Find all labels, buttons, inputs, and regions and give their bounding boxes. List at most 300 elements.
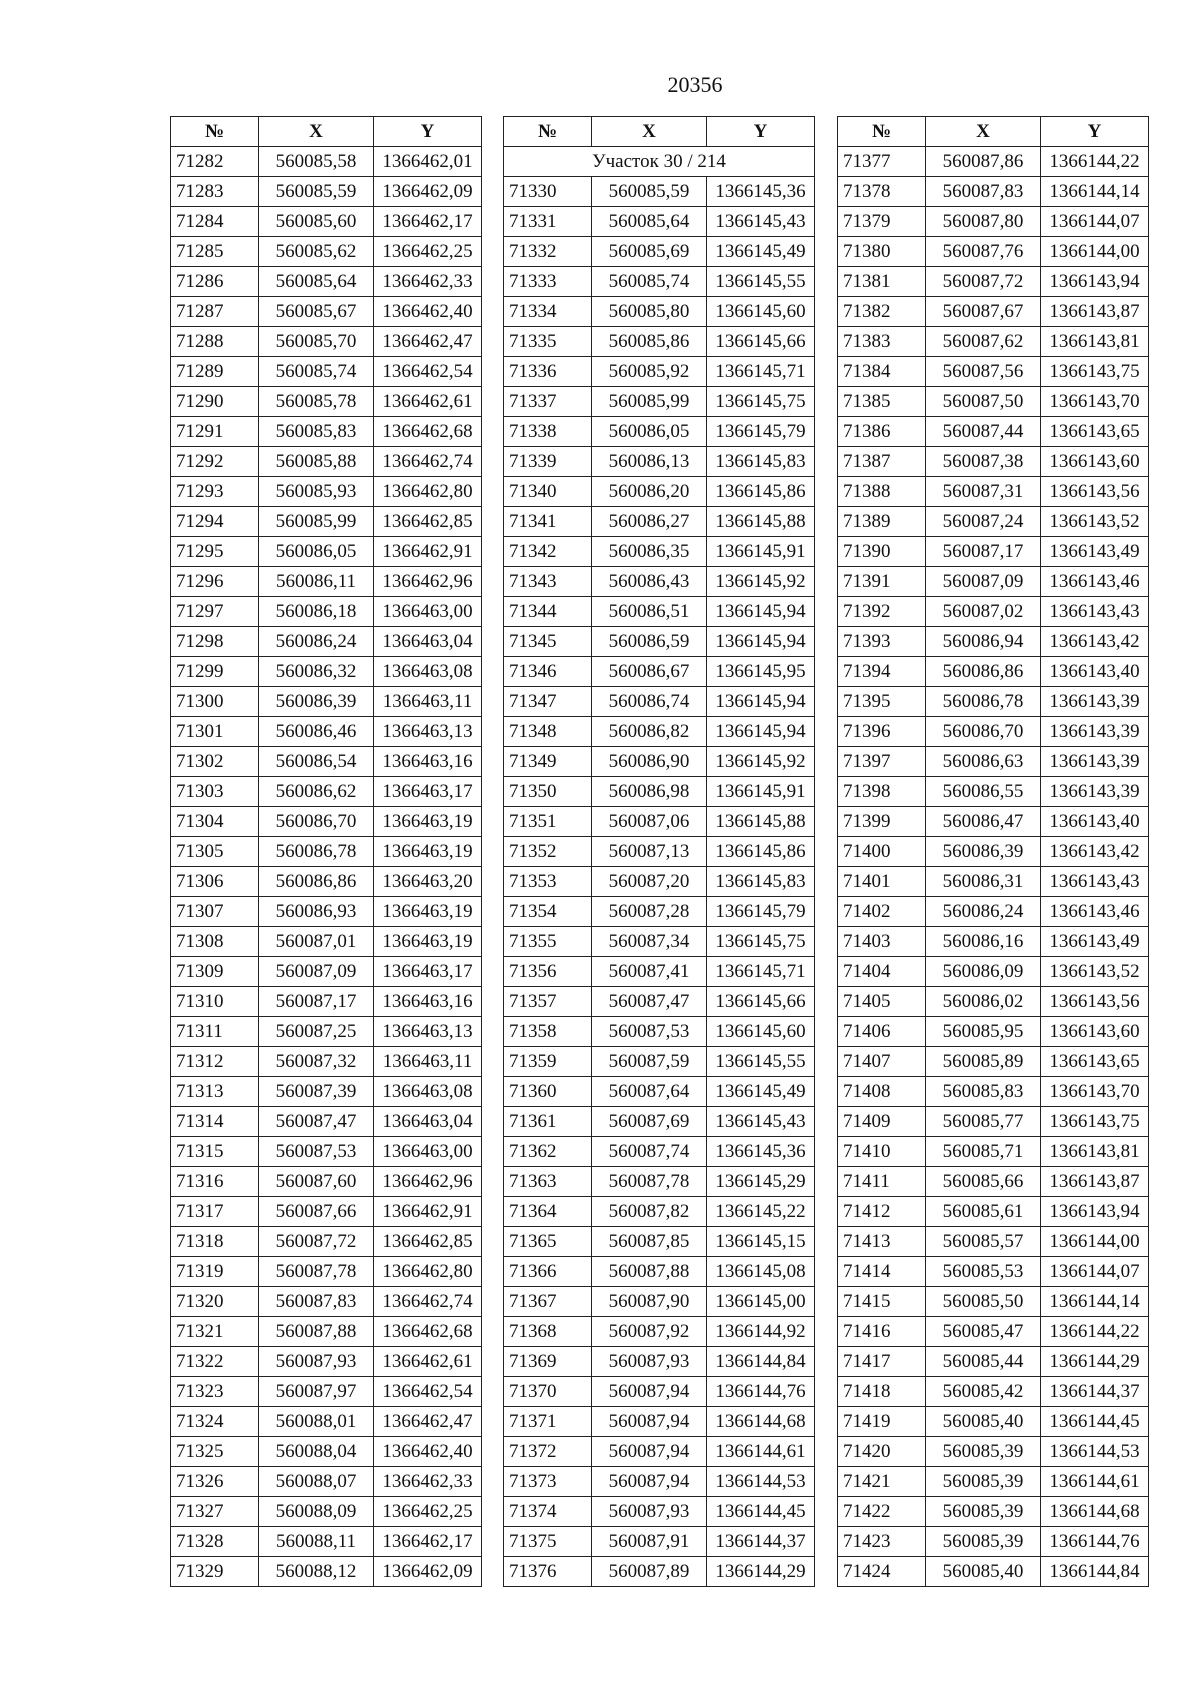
point-number: 71392 xyxy=(838,597,926,627)
x-coordinate: 560086,18 xyxy=(259,597,374,627)
coordinate-table-1 xyxy=(170,116,482,1587)
point-number: 71390 xyxy=(838,537,926,567)
x-coordinate: 560086,93 xyxy=(259,897,374,927)
table-row xyxy=(171,1527,482,1557)
page-number: 20356 xyxy=(667,72,723,97)
y-coordinate: 1366144,37 xyxy=(1041,1377,1149,1407)
point-number: 71304 xyxy=(171,807,259,837)
x-coordinate: 560087,85 xyxy=(592,1227,707,1257)
table-row xyxy=(838,537,1149,567)
x-coordinate: 560086,35 xyxy=(592,537,707,567)
y-coordinate: 1366145,71 xyxy=(707,957,815,987)
x-coordinate: 560086,51 xyxy=(592,597,707,627)
table-row xyxy=(504,417,815,447)
table-header-row xyxy=(504,117,815,147)
x-coordinate: 560087,47 xyxy=(592,987,707,1017)
y-coordinate: 1366462,91 xyxy=(374,537,482,567)
point-number: 71386 xyxy=(838,417,926,447)
header-number: № xyxy=(838,117,926,147)
x-coordinate: 560087,78 xyxy=(592,1167,707,1197)
x-coordinate: 560085,59 xyxy=(259,177,374,207)
table-row xyxy=(171,1047,482,1077)
table-row xyxy=(171,1437,482,1467)
y-coordinate: 1366143,60 xyxy=(1041,447,1149,477)
point-number: 71337 xyxy=(504,387,592,417)
point-number: 71290 xyxy=(171,387,259,417)
point-number: 71345 xyxy=(504,627,592,657)
x-coordinate: 560086,39 xyxy=(926,837,1041,867)
point-number: 71358 xyxy=(504,1017,592,1047)
point-number: 71369 xyxy=(504,1347,592,1377)
y-coordinate: 1366144,14 xyxy=(1041,1287,1149,1317)
table-row xyxy=(838,807,1149,837)
x-coordinate: 560086,13 xyxy=(592,447,707,477)
point-number: 71374 xyxy=(504,1497,592,1527)
point-number: 71346 xyxy=(504,657,592,687)
point-number: 71356 xyxy=(504,957,592,987)
table-row xyxy=(504,237,815,267)
y-coordinate: 1366144,07 xyxy=(1041,1257,1149,1287)
table-row xyxy=(504,627,815,657)
point-number: 71292 xyxy=(171,447,259,477)
point-number: 71368 xyxy=(504,1317,592,1347)
table-row xyxy=(171,1197,482,1227)
x-coordinate: 560086,82 xyxy=(592,717,707,747)
x-coordinate: 560087,83 xyxy=(926,177,1041,207)
table-row xyxy=(171,1347,482,1377)
table-row xyxy=(838,177,1149,207)
x-coordinate: 560088,11 xyxy=(259,1527,374,1557)
y-coordinate: 1366145,22 xyxy=(707,1197,815,1227)
x-coordinate: 560087,93 xyxy=(259,1347,374,1377)
y-coordinate: 1366143,94 xyxy=(1041,1197,1149,1227)
y-coordinate: 1366462,25 xyxy=(374,1497,482,1527)
point-number: 71403 xyxy=(838,927,926,957)
x-coordinate: 560085,92 xyxy=(592,357,707,387)
table-row xyxy=(838,1257,1149,1287)
x-coordinate: 560088,01 xyxy=(259,1407,374,1437)
x-coordinate: 560087,38 xyxy=(926,447,1041,477)
table-row xyxy=(838,747,1149,777)
point-number: 71412 xyxy=(838,1197,926,1227)
table-row xyxy=(838,297,1149,327)
x-coordinate: 560087,17 xyxy=(926,537,1041,567)
y-coordinate: 1366143,46 xyxy=(1041,567,1149,597)
y-coordinate: 1366463,13 xyxy=(374,717,482,747)
point-number: 71375 xyxy=(504,1527,592,1557)
table-row xyxy=(504,537,815,567)
y-coordinate: 1366145,94 xyxy=(707,717,815,747)
x-coordinate: 560087,53 xyxy=(592,1017,707,1047)
table-row xyxy=(504,897,815,927)
table-row xyxy=(504,327,815,357)
x-coordinate: 560086,39 xyxy=(259,687,374,717)
x-coordinate: 560086,47 xyxy=(926,807,1041,837)
y-coordinate: 1366462,85 xyxy=(374,1227,482,1257)
point-number: 71294 xyxy=(171,507,259,537)
point-number: 71411 xyxy=(838,1167,926,1197)
point-number: 71418 xyxy=(838,1377,926,1407)
table-row xyxy=(171,177,482,207)
table-row xyxy=(504,477,815,507)
point-number: 71296 xyxy=(171,567,259,597)
point-number: 71381 xyxy=(838,267,926,297)
x-coordinate: 560087,91 xyxy=(592,1527,707,1557)
y-coordinate: 1366144,76 xyxy=(1041,1527,1149,1557)
point-number: 71316 xyxy=(171,1167,259,1197)
point-number: 71372 xyxy=(504,1437,592,1467)
table-row xyxy=(838,1197,1149,1227)
point-number: 71305 xyxy=(171,837,259,867)
y-coordinate: 1366145,55 xyxy=(707,267,815,297)
table-row xyxy=(504,657,815,687)
x-coordinate: 560087,66 xyxy=(259,1197,374,1227)
point-number: 71339 xyxy=(504,447,592,477)
x-coordinate: 560085,80 xyxy=(592,297,707,327)
table-row xyxy=(171,1557,482,1587)
x-coordinate: 560087,60 xyxy=(259,1167,374,1197)
table-row xyxy=(838,387,1149,417)
point-number: 71364 xyxy=(504,1197,592,1227)
point-number: 71362 xyxy=(504,1137,592,1167)
x-coordinate: 560087,86 xyxy=(926,147,1041,177)
point-number: 71324 xyxy=(171,1407,259,1437)
x-coordinate: 560086,27 xyxy=(592,507,707,537)
point-number: 71286 xyxy=(171,267,259,297)
x-coordinate: 560088,07 xyxy=(259,1467,374,1497)
x-coordinate: 560085,64 xyxy=(592,207,707,237)
point-number: 71322 xyxy=(171,1347,259,1377)
x-coordinate: 560085,44 xyxy=(926,1347,1041,1377)
table-row xyxy=(838,1077,1149,1107)
point-number: 71327 xyxy=(171,1497,259,1527)
x-coordinate: 560085,40 xyxy=(926,1407,1041,1437)
header-x: X xyxy=(259,117,374,147)
point-number: 71359 xyxy=(504,1047,592,1077)
y-coordinate: 1366143,52 xyxy=(1041,507,1149,537)
point-number: 71363 xyxy=(504,1167,592,1197)
y-coordinate: 1366144,53 xyxy=(707,1467,815,1497)
point-number: 71385 xyxy=(838,387,926,417)
x-coordinate: 560087,20 xyxy=(592,867,707,897)
y-coordinate: 1366143,81 xyxy=(1041,1137,1149,1167)
table-row xyxy=(504,207,815,237)
x-coordinate: 560086,78 xyxy=(259,837,374,867)
table-row xyxy=(504,1407,815,1437)
point-number: 71421 xyxy=(838,1467,926,1497)
x-coordinate: 560088,09 xyxy=(259,1497,374,1527)
x-coordinate: 560086,32 xyxy=(259,657,374,687)
y-coordinate: 1366462,80 xyxy=(374,477,482,507)
table-row xyxy=(171,897,482,927)
y-coordinate: 1366145,83 xyxy=(707,867,815,897)
x-coordinate: 560086,43 xyxy=(592,567,707,597)
point-number: 71303 xyxy=(171,777,259,807)
table-row xyxy=(504,1437,815,1467)
y-coordinate: 1366144,84 xyxy=(1041,1557,1149,1587)
point-number: 71287 xyxy=(171,297,259,327)
point-number: 71313 xyxy=(171,1077,259,1107)
table-row xyxy=(838,1047,1149,1077)
x-coordinate: 560085,50 xyxy=(926,1287,1041,1317)
table-row xyxy=(171,957,482,987)
point-number: 71380 xyxy=(838,237,926,267)
table-row xyxy=(171,1497,482,1527)
x-coordinate: 560087,28 xyxy=(592,897,707,927)
y-coordinate: 1366145,15 xyxy=(707,1227,815,1257)
y-coordinate: 1366144,84 xyxy=(707,1347,815,1377)
table-row xyxy=(504,1257,815,1287)
x-coordinate: 560087,32 xyxy=(259,1047,374,1077)
table-row xyxy=(504,1047,815,1077)
point-number: 71413 xyxy=(838,1227,926,1257)
y-coordinate: 1366463,16 xyxy=(374,747,482,777)
y-coordinate: 1366145,60 xyxy=(707,297,815,327)
point-number: 71355 xyxy=(504,927,592,957)
y-coordinate: 1366143,39 xyxy=(1041,717,1149,747)
point-number: 71298 xyxy=(171,627,259,657)
y-coordinate: 1366145,88 xyxy=(707,807,815,837)
table-row xyxy=(838,417,1149,447)
table-row xyxy=(504,597,815,627)
x-coordinate: 560086,67 xyxy=(592,657,707,687)
y-coordinate: 1366463,13 xyxy=(374,1017,482,1047)
y-coordinate: 1366145,43 xyxy=(707,207,815,237)
x-coordinate: 560085,47 xyxy=(926,1317,1041,1347)
table-row xyxy=(838,237,1149,267)
x-coordinate: 560088,12 xyxy=(259,1557,374,1587)
point-number: 71312 xyxy=(171,1047,259,1077)
y-coordinate: 1366462,96 xyxy=(374,567,482,597)
y-coordinate: 1366145,88 xyxy=(707,507,815,537)
table-row xyxy=(171,807,482,837)
y-coordinate: 1366145,66 xyxy=(707,987,815,1017)
point-number: 71415 xyxy=(838,1287,926,1317)
table-row xyxy=(838,1407,1149,1437)
point-number: 71302 xyxy=(171,747,259,777)
y-coordinate: 1366462,17 xyxy=(374,1527,482,1557)
point-number: 71405 xyxy=(838,987,926,1017)
y-coordinate: 1366463,19 xyxy=(374,927,482,957)
point-number: 71408 xyxy=(838,1077,926,1107)
y-coordinate: 1366463,19 xyxy=(374,837,482,867)
table-row xyxy=(171,417,482,447)
y-coordinate: 1366145,00 xyxy=(707,1287,815,1317)
point-number: 71352 xyxy=(504,837,592,867)
table-row xyxy=(171,837,482,867)
x-coordinate: 560087,24 xyxy=(926,507,1041,537)
table-row xyxy=(171,267,482,297)
point-number: 71370 xyxy=(504,1377,592,1407)
table-row xyxy=(171,717,482,747)
x-coordinate: 560087,94 xyxy=(592,1437,707,1467)
x-coordinate: 560085,70 xyxy=(259,327,374,357)
point-number: 71329 xyxy=(171,1557,259,1587)
point-number: 71361 xyxy=(504,1107,592,1137)
y-coordinate: 1366462,17 xyxy=(374,207,482,237)
y-coordinate: 1366144,37 xyxy=(707,1527,815,1557)
point-number: 71382 xyxy=(838,297,926,327)
x-coordinate: 560087,09 xyxy=(259,957,374,987)
y-coordinate: 1366144,68 xyxy=(1041,1497,1149,1527)
point-number: 71282 xyxy=(171,147,259,177)
table-row xyxy=(838,717,1149,747)
table-row xyxy=(504,1557,815,1587)
point-number: 71343 xyxy=(504,567,592,597)
table-row xyxy=(171,207,482,237)
point-number: 71365 xyxy=(504,1227,592,1257)
y-coordinate: 1366145,75 xyxy=(707,927,815,957)
point-number: 71391 xyxy=(838,567,926,597)
table-row xyxy=(504,777,815,807)
x-coordinate: 560087,94 xyxy=(592,1377,707,1407)
point-number: 71389 xyxy=(838,507,926,537)
table-row xyxy=(838,1317,1149,1347)
y-coordinate: 1366463,08 xyxy=(374,1077,482,1107)
point-number: 71300 xyxy=(171,687,259,717)
x-coordinate: 560086,94 xyxy=(926,627,1041,657)
x-coordinate: 560087,53 xyxy=(259,1137,374,1167)
table-row xyxy=(171,537,482,567)
table-row xyxy=(171,447,482,477)
x-coordinate: 560085,66 xyxy=(926,1167,1041,1197)
y-coordinate: 1366144,29 xyxy=(707,1557,815,1587)
point-number: 71307 xyxy=(171,897,259,927)
y-coordinate: 1366463,17 xyxy=(374,957,482,987)
x-coordinate: 560086,05 xyxy=(592,417,707,447)
point-number: 71285 xyxy=(171,237,259,267)
y-coordinate: 1366462,74 xyxy=(374,447,482,477)
table-row xyxy=(504,177,815,207)
section-label: Участок 30 / 214 xyxy=(504,147,815,177)
point-number: 71376 xyxy=(504,1557,592,1587)
x-coordinate: 560085,83 xyxy=(926,1077,1041,1107)
y-coordinate: 1366143,40 xyxy=(1041,807,1149,837)
y-coordinate: 1366143,56 xyxy=(1041,477,1149,507)
y-coordinate: 1366462,40 xyxy=(374,297,482,327)
table-row xyxy=(171,1287,482,1317)
y-coordinate: 1366145,83 xyxy=(707,447,815,477)
y-coordinate: 1366462,09 xyxy=(374,1557,482,1587)
point-number: 71349 xyxy=(504,747,592,777)
y-coordinate: 1366145,86 xyxy=(707,477,815,507)
header-y: Y xyxy=(1041,117,1149,147)
table-row xyxy=(171,1107,482,1137)
table-row xyxy=(838,507,1149,537)
x-coordinate: 560086,46 xyxy=(259,717,374,747)
x-coordinate: 560087,34 xyxy=(592,927,707,957)
table-row xyxy=(504,867,815,897)
table-row xyxy=(838,957,1149,987)
point-number: 71311 xyxy=(171,1017,259,1047)
y-coordinate: 1366144,53 xyxy=(1041,1437,1149,1467)
y-coordinate: 1366463,19 xyxy=(374,897,482,927)
table-row xyxy=(838,1527,1149,1557)
header-number: № xyxy=(504,117,592,147)
x-coordinate: 560085,42 xyxy=(926,1377,1041,1407)
table-row xyxy=(504,1317,815,1347)
x-coordinate: 560085,99 xyxy=(592,387,707,417)
table-row xyxy=(838,1557,1149,1587)
table-row xyxy=(171,927,482,957)
point-number: 71291 xyxy=(171,417,259,447)
x-coordinate: 560087,01 xyxy=(259,927,374,957)
y-coordinate: 1366145,66 xyxy=(707,327,815,357)
y-coordinate: 1366145,49 xyxy=(707,1077,815,1107)
y-coordinate: 1366143,39 xyxy=(1041,777,1149,807)
point-number: 71383 xyxy=(838,327,926,357)
point-number: 71330 xyxy=(504,177,592,207)
x-coordinate: 560085,69 xyxy=(592,237,707,267)
x-coordinate: 560087,62 xyxy=(926,327,1041,357)
x-coordinate: 560087,44 xyxy=(926,417,1041,447)
table-row xyxy=(838,477,1149,507)
table-row xyxy=(171,567,482,597)
table-row xyxy=(838,147,1149,177)
y-coordinate: 1366145,91 xyxy=(707,537,815,567)
point-number: 71422 xyxy=(838,1497,926,1527)
table-row xyxy=(838,327,1149,357)
y-coordinate: 1366143,52 xyxy=(1041,957,1149,987)
y-coordinate: 1366145,36 xyxy=(707,177,815,207)
y-coordinate: 1366145,92 xyxy=(707,567,815,597)
x-coordinate: 560086,24 xyxy=(926,897,1041,927)
table-row xyxy=(504,1497,815,1527)
point-number: 71301 xyxy=(171,717,259,747)
table-row xyxy=(504,957,815,987)
y-coordinate: 1366462,68 xyxy=(374,1317,482,1347)
point-number: 71378 xyxy=(838,177,926,207)
table-row xyxy=(504,1347,815,1377)
table-row xyxy=(838,1377,1149,1407)
point-number: 71401 xyxy=(838,867,926,897)
x-coordinate: 560087,59 xyxy=(592,1047,707,1077)
point-number: 71353 xyxy=(504,867,592,897)
x-coordinate: 560086,70 xyxy=(259,807,374,837)
y-coordinate: 1366463,00 xyxy=(374,597,482,627)
table-row xyxy=(504,747,815,777)
x-coordinate: 560086,74 xyxy=(592,687,707,717)
point-number: 71379 xyxy=(838,207,926,237)
table-row xyxy=(838,837,1149,867)
point-number: 71377 xyxy=(838,147,926,177)
x-coordinate: 560086,05 xyxy=(259,537,374,567)
table-row xyxy=(504,987,815,1017)
y-coordinate: 1366143,43 xyxy=(1041,597,1149,627)
table-row xyxy=(171,657,482,687)
point-number: 71409 xyxy=(838,1107,926,1137)
x-coordinate: 560087,06 xyxy=(592,807,707,837)
y-coordinate: 1366144,76 xyxy=(707,1377,815,1407)
x-coordinate: 560087,64 xyxy=(592,1077,707,1107)
coordinate-table-3 xyxy=(837,116,1149,1587)
header-x: X xyxy=(926,117,1041,147)
table-row xyxy=(838,1467,1149,1497)
table-header-row xyxy=(838,117,1149,147)
x-coordinate: 560087,13 xyxy=(592,837,707,867)
y-coordinate: 1366462,54 xyxy=(374,1377,482,1407)
y-coordinate: 1366143,42 xyxy=(1041,837,1149,867)
x-coordinate: 560087,90 xyxy=(592,1287,707,1317)
table-row xyxy=(504,447,815,477)
point-number: 71373 xyxy=(504,1467,592,1497)
y-coordinate: 1366462,80 xyxy=(374,1257,482,1287)
x-coordinate: 560085,67 xyxy=(259,297,374,327)
y-coordinate: 1366463,00 xyxy=(374,1137,482,1167)
header-y: Y xyxy=(374,117,482,147)
y-coordinate: 1366145,94 xyxy=(707,627,815,657)
y-coordinate: 1366143,39 xyxy=(1041,747,1149,777)
